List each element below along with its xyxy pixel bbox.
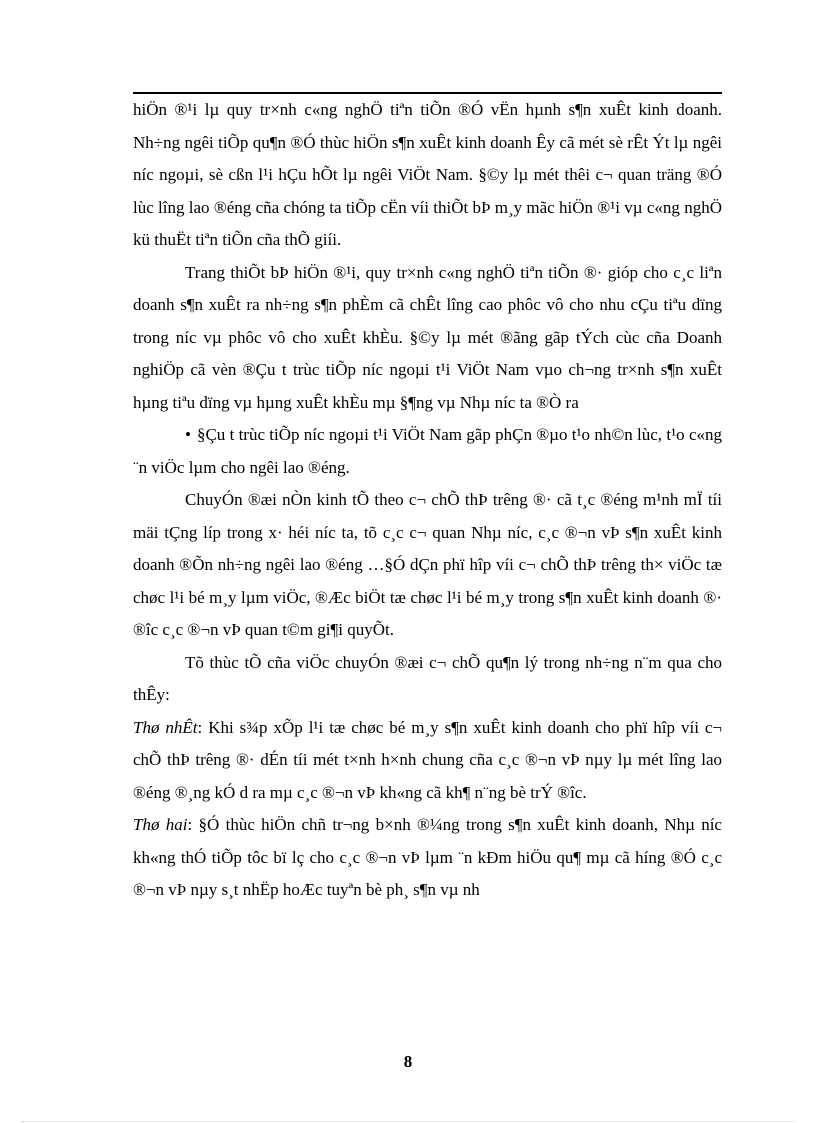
paragraph-equipment: Trang thiÕt bÞ hiÖn ®¹i, quy tr×nh c«ng nghÖ tiªn tiÕn ®· gióp cho c¸c liªn doanh s¶n xuÊt ra nh÷ng s¶n phÈm cã chÊt lîng cao phôc vô cho nhu cÇu tiªu dïng trong níc vµ phôc vô cho xuÊt khÈu. §©y lµ mét ®ãng gãp tÝch cùc cña Doanh nghiÖp cã vèn ®Çu t trùc tiÕp níc ngoµi t¹i ViÖt Nam vµo ch¬ng tr×nh s¶n xuÊt hµng tiªu dïng vµ hµng xuÊt khÈu mµ §¶ng vµ Nhµ níc ta ®Ò ra <box>133 262 722 412</box>
bullet-paragraph <box>133 419 722 484</box>
page-bottom-divider <box>22 1121 794 1122</box>
paragraph-first <box>133 712 722 810</box>
bullet-icon: • <box>185 425 191 444</box>
paragraph-second-text: : §Ó thùc hiÖn chñ tr¬ng b×nh ®¼ng trong s¶n xuÊt kinh doanh, Nhµ níc kh«ng thÓ tiÕp tôc bï lç cho c¸c ®¬n vÞ lµm ¨n kÐm hiÖu qu¶ mµ cã híng ®Ó c¸c ®¬n vÞ nµy s¸t nhËp hoÆc tuyªn bè ph¸ s¶n vµ nh <box>133 815 722 899</box>
page-number: 8 <box>403 1052 413 1071</box>
paragraph-economy: ChuyÓn ®æi nÒn kinh tÕ theo c¬ chÕ thÞ trêng ®· cã t¸c ®éng m¹nh mÏ tíi mäi tÇng líp trong x· héi níc ta, tõ c¸c c¬ quan Nhµ níc, c¸c ®¬n vÞ s¶n xuÊt kinh doanh ®Õn nh÷ng ngêi lao ®éng …§Ó dÇn phï hîp víi c¬ chÕ thÞ trêng th× viÖc tæ chøc l¹i bé m¸y lµm viÖc, ®Æc biÖt tæ chøc l¹i bé m¸y trong s¶n xuÊt kinh doanh ®· ®îc c¸c ®¬n vÞ quan t©m gi¶i quyÕt. <box>133 490 722 639</box>
document-body <box>133 94 722 907</box>
paragraph-first-text: : Khi s¾p xÕp l¹i tæ chøc bé m¸y s¶n xuÊt kinh doanh cho phï hîp víi c¬ chÕ thÞ trêng ®· dÉn tíi mét t×nh h×nh chung cña c¸c ®¬n vÞ nµy lµ mét lîng lao ®éng ®¸ng kÓ d ra mµ c¸c ®¬n vÞ kh«ng cã kh¶ n¨ng bè trÝ ®îc. <box>133 717 723 802</box>
paragraph-intro-list: Tõ thùc tÕ cña viÖc chuyÓn ®æi c¬ chÕ qu¶n lý trong nh÷ng n¨m qua cho thÊy: <box>133 652 722 704</box>
paragraph-second <box>133 809 722 907</box>
bullet-text: §Çu t trùc tiÕp níc ngoµi t¹i ViÖt Nam gãp phÇn ®µo t¹o nh©n lùc, t¹o c«ng ¨n viÖc lµm cho ngêi lao ®éng. <box>133 425 722 477</box>
lead-first: Thø nhÊt <box>133 717 198 737</box>
paragraph-continuation: hiÖn ®¹i lµ quy tr×nh c«ng nghÖ tiªn tiÕn ®Ó vËn hµnh s¶n xuÊt kinh doanh. Nh÷ng ngêi tiÕp qu¶n ®Ó thùc hiÖn s¶n xuÊt kinh doanh Êy cã mét sè rÊt Ýt lµ ngêi níc ngoµi, sè cßn l¹i hÇu hÕt lµ ngêi ViÖt Nam. §©y lµ mét thêi c¬ quan träng ®Ó lùc lîng lao ®éng cña chóng ta tiÕp cËn víi thiÕt bÞ m¸y mãc hiÖn ®¹i vµ c«ng nghÖ kü thuËt tiªn tiÕn cña thÕ giíi. <box>133 100 722 249</box>
lead-second: Thø hai <box>133 815 188 834</box>
